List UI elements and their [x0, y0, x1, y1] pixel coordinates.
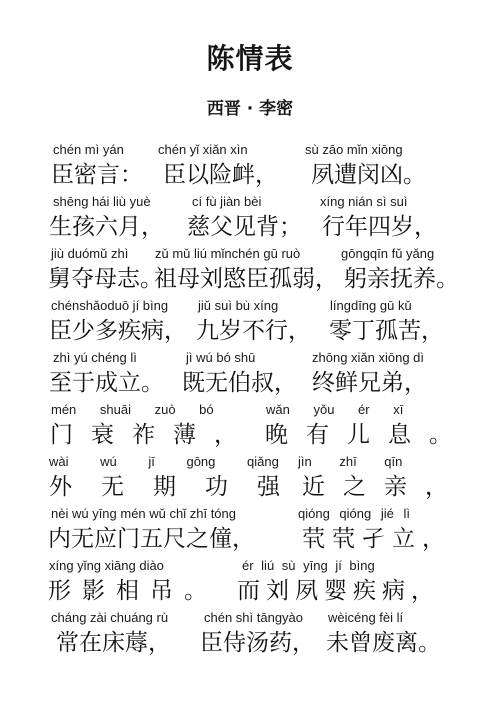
pinyin-segment: língdīng gū kǔ	[330, 298, 412, 313]
hanzi-segment: 零丁孤苦，	[329, 318, 444, 344]
hanzi-segment: 九岁不行，	[196, 318, 311, 344]
hanzi-segment: 舅夺母志。	[48, 266, 163, 292]
hanzi-segment: 慈父见背；	[187, 214, 302, 240]
poem-author: 西晋 · 李密	[206, 99, 294, 119]
pinyin-segment: cháng zài chuáng rù	[51, 610, 169, 625]
hanzi-segment: 门衰祚薄，	[50, 422, 255, 448]
hanzi-segment: 而刘夙婴疾病，	[237, 578, 440, 604]
hanzi-segment: 常在床蓐，	[56, 630, 171, 656]
pinyin-segment: mén shuāi zuò bó	[51, 402, 214, 417]
hanzi-segment: 未曾废离。	[326, 630, 441, 656]
pinyin-segment: ér liú sù yīng jí bìng	[242, 558, 375, 573]
pinyin-segment: zhì yú chéng lì	[53, 350, 137, 365]
hanzi-segment: 茕茕孑立，	[302, 526, 452, 552]
pinyin-segment: wèicéng fèi lí	[328, 610, 404, 625]
hanzi-segment: 臣以险衅，	[163, 162, 278, 188]
verse-line	[0, 454, 500, 506]
hanzi-segment: 行年四岁，	[322, 214, 437, 240]
verse-line	[0, 402, 500, 454]
hanzi-segment: 晚有儿息。	[265, 422, 470, 448]
verse-line	[0, 350, 500, 402]
verse-line	[0, 558, 500, 610]
pinyin-segment: cí fù jiàn bèi	[192, 194, 262, 209]
poem-title: 陈情表	[206, 42, 294, 75]
pinyin-segment: nèi wú yīng mén wǔ chǐ zhī tóng	[51, 506, 236, 521]
hanzi-segment: 夙遭闵凶。	[311, 162, 426, 188]
verse-line	[0, 610, 500, 662]
hanzi-segment: 生孩六月，	[49, 214, 164, 240]
hanzi-segment: 既无伯叔，	[182, 370, 297, 396]
hanzi-segment: 终鲜兄弟，	[312, 370, 427, 396]
verse-line	[0, 506, 500, 558]
pinyin-segment: jì wú bó shū	[186, 350, 256, 365]
hanzi-segment: 内无应门五尺之僮，	[48, 526, 255, 552]
hanzi-segment: 形影相吊。	[48, 578, 218, 604]
hanzi-segment: 躬亲抚养。	[344, 266, 459, 292]
hanzi-segment: 至于成立。	[49, 370, 164, 396]
hanzi-segment: 臣少多疾病，	[49, 318, 187, 344]
verse-line	[0, 246, 500, 298]
pinyin-segment: chénshǎoduō jí bìng	[51, 298, 169, 313]
verse-line	[0, 298, 500, 350]
pinyin-segment: jìn zhī qīn	[298, 454, 403, 469]
pinyin-segment: zǔ mǔ liú mǐnchén gū ruò	[155, 246, 301, 261]
hanzi-segment: 臣密言：	[51, 162, 143, 188]
pinyin-segment: chén shì tāngyào	[204, 610, 304, 625]
pinyin-segment: xíng nián sì suì	[320, 194, 408, 209]
hanzi-segment: 近之亲，	[302, 474, 466, 500]
pinyin-segment: zhōng xiǎn xiōng dì	[312, 350, 425, 365]
pinyin-segment: shēng hái liù yuè	[53, 194, 151, 209]
pinyin-segment: wǎn yǒu ér xī	[266, 402, 404, 417]
verse-line	[0, 142, 500, 194]
pinyin-segment: jiǔ suì bù xíng	[198, 298, 279, 313]
pinyin-segment: jiù duómǔ zhì	[51, 246, 129, 261]
pinyin-segment: wài wú jī gōng qiǎng	[49, 454, 279, 469]
pinyin-segment: chén mì yán	[53, 142, 124, 157]
verse-line	[0, 194, 500, 246]
pinyin-segment: qióng qióng jié lì	[298, 506, 410, 521]
hanzi-segment: 臣侍汤药，	[200, 630, 315, 656]
pinyin-segment: sù zāo mǐn xiōng	[305, 142, 403, 157]
hanzi-segment: 祖母刘愍臣孤弱，	[154, 266, 338, 292]
pinyin-segment: chén yǐ xiǎn xìn	[158, 142, 248, 157]
pinyin-segment: gōngqīn fǔ yǎng	[341, 246, 435, 261]
pinyin-segment: xíng yǐng xiāng diào	[49, 558, 164, 573]
hanzi-segment: 外无期功强	[49, 474, 309, 500]
